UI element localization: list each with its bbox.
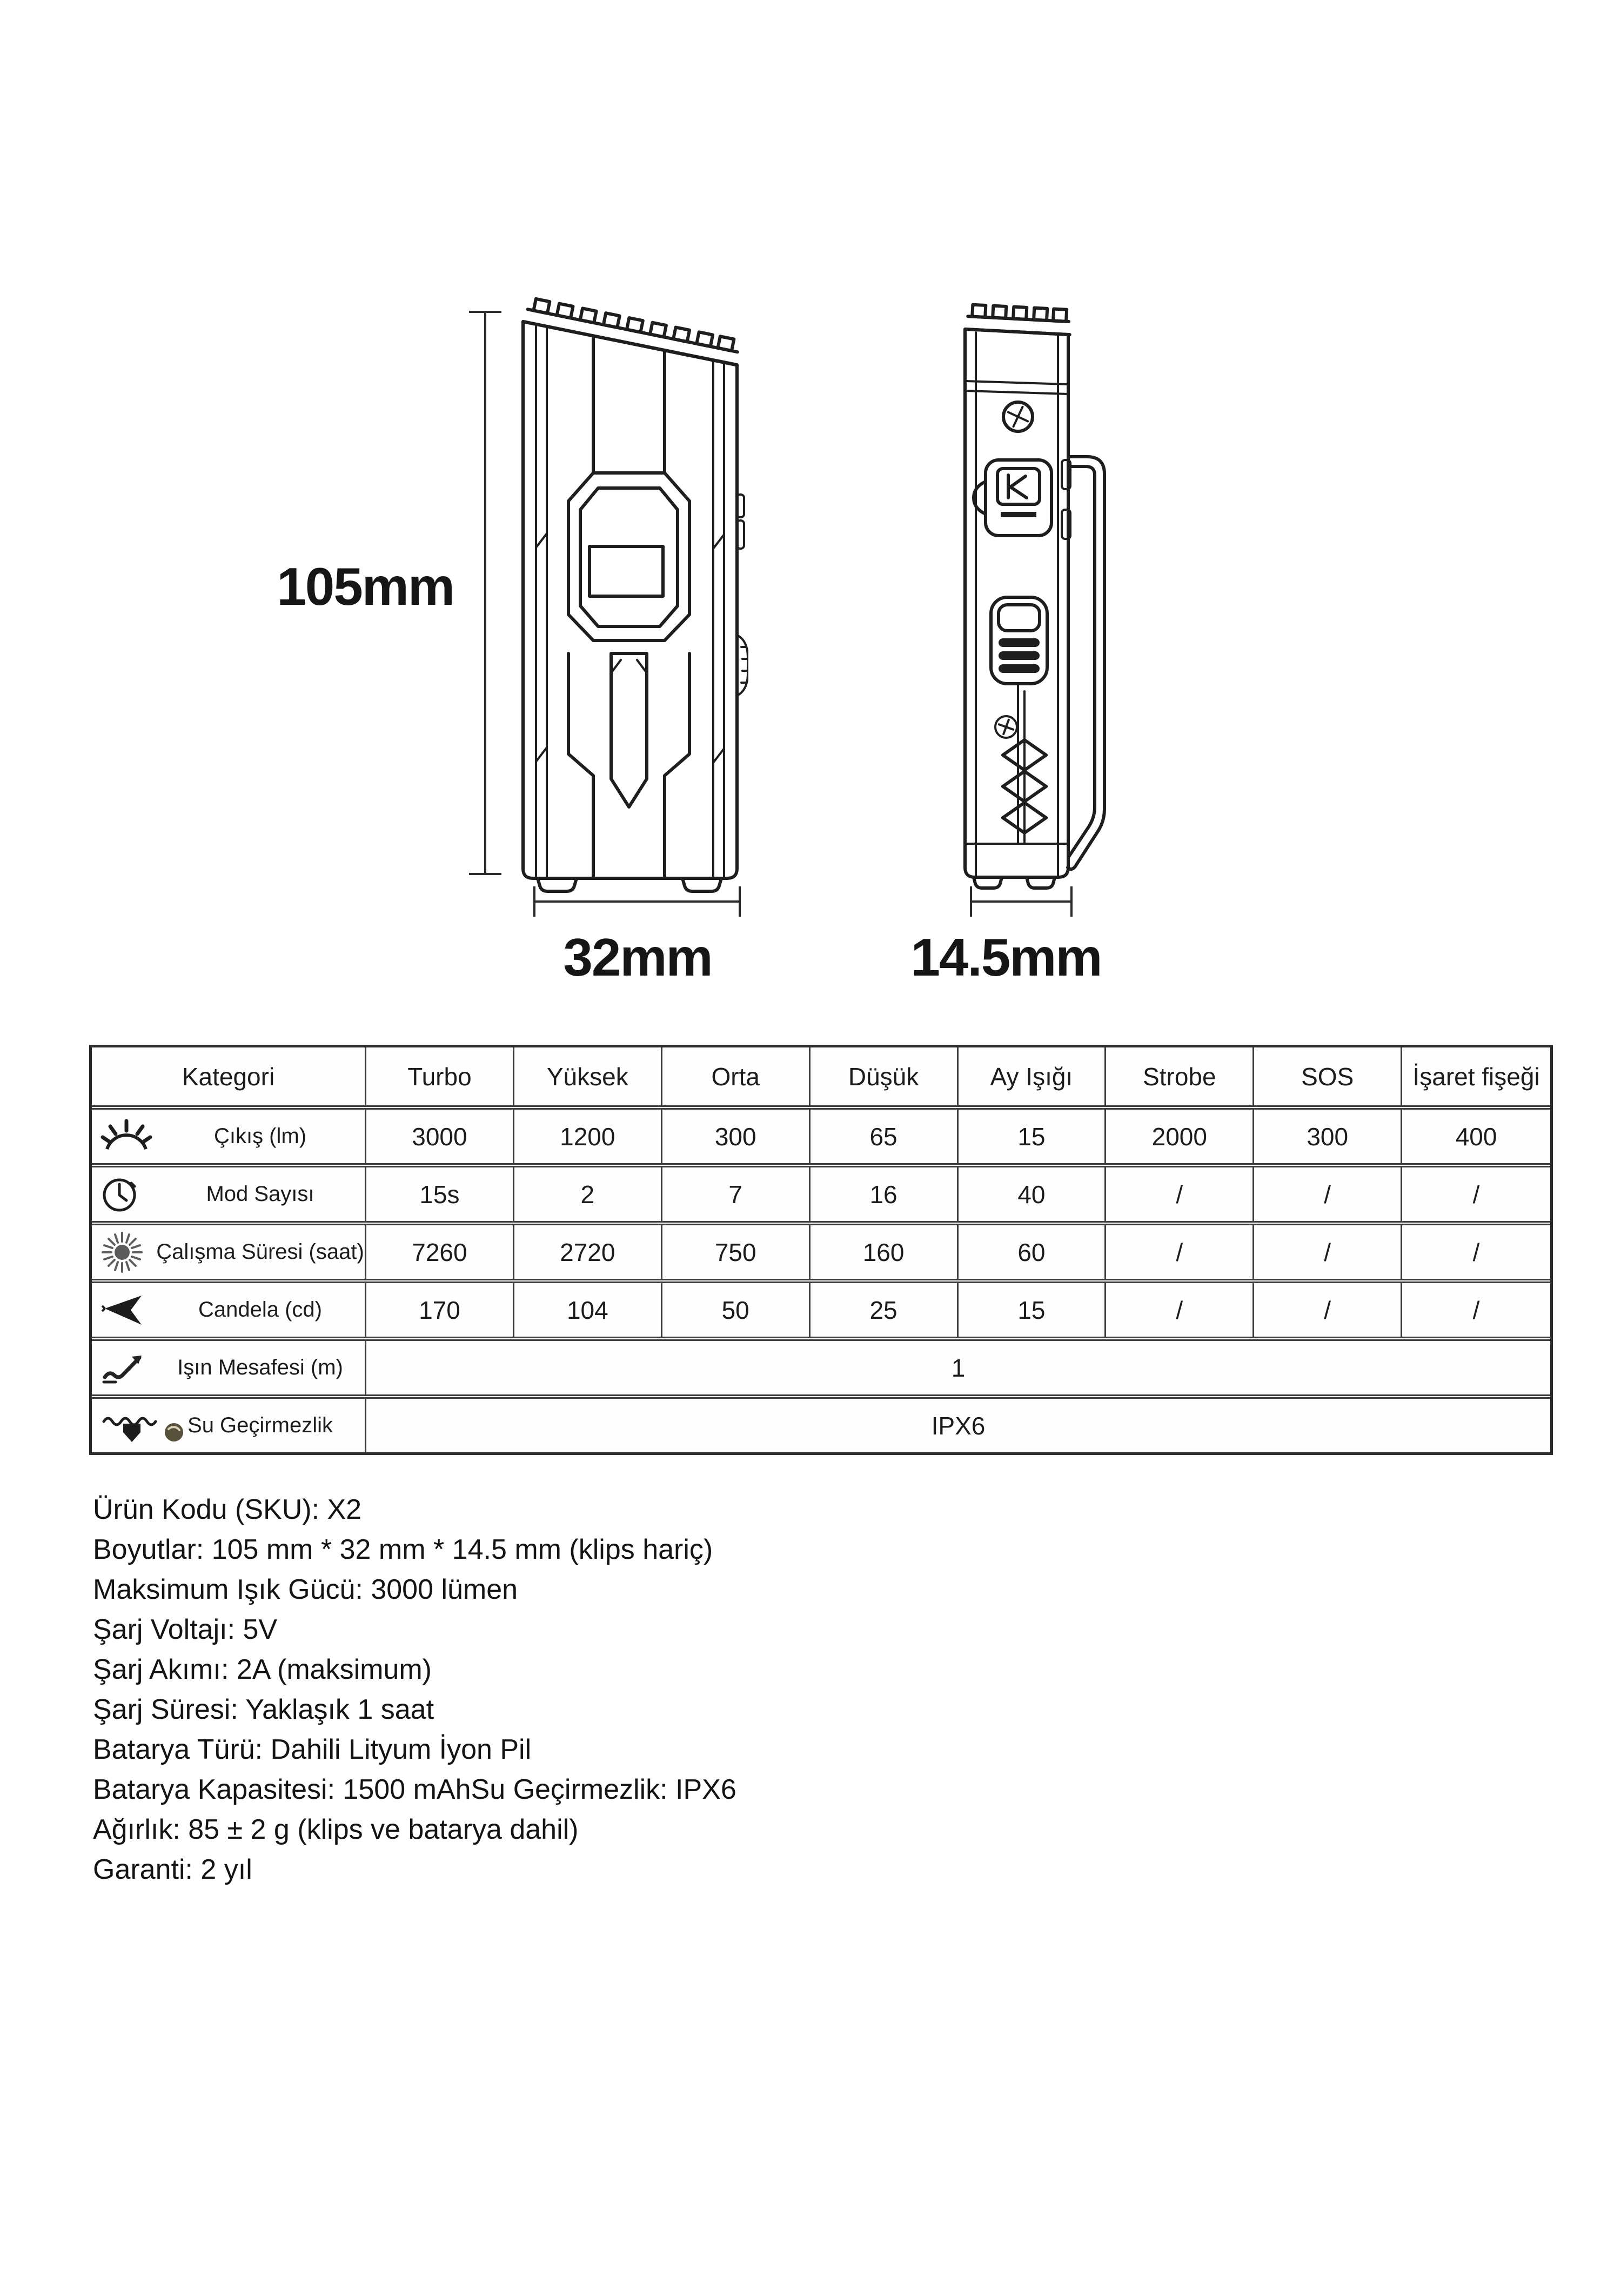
- value-cell: /: [1254, 1225, 1402, 1279]
- row-label-cell: [92, 1110, 366, 1163]
- row-label: Çıkış (lm): [213, 1124, 307, 1148]
- value-cell: /: [1254, 1283, 1402, 1337]
- value-cell: 7: [662, 1167, 810, 1221]
- value-cell: 65: [810, 1110, 959, 1163]
- spec-table-header-row: [92, 1047, 1550, 1110]
- detail-charge-time: Şarj Süresi: Yaklaşık 1 saat: [93, 1694, 434, 1725]
- value-cell: 60: [959, 1225, 1107, 1279]
- brightness-icon: [101, 1118, 152, 1156]
- header-cell-turbo: Turbo: [366, 1047, 514, 1105]
- table-row-mode-count: [92, 1167, 1550, 1225]
- value-cell: 300: [662, 1110, 810, 1163]
- table-row-runtime: [92, 1225, 1550, 1283]
- spec-table: [89, 1045, 1553, 1455]
- detail-charge-current: Şarj Akımı: 2A (maksimum): [93, 1654, 432, 1685]
- value-cell: 3000: [366, 1110, 514, 1163]
- table-row-beam-distance: [92, 1341, 1550, 1399]
- value-cell: 750: [662, 1225, 810, 1279]
- value-cell: 170: [366, 1283, 514, 1337]
- width-dimension-line: [534, 900, 740, 903]
- value-cell: 300: [1254, 1110, 1402, 1163]
- candela-icon: [101, 1293, 144, 1327]
- row-label: Mod Sayısı: [206, 1182, 314, 1206]
- product-details: [93, 1490, 1498, 1890]
- flashlight-side-view-drawing: [946, 295, 1129, 900]
- row-label: Çalışma Süresi (saat): [156, 1240, 364, 1264]
- value-cell: /: [1106, 1283, 1254, 1337]
- header-cell-kategori: Kategori: [92, 1047, 366, 1105]
- value-cell: 40: [959, 1167, 1107, 1221]
- header-cell-isaret-fisegi: İşaret fişeği: [1412, 1062, 1540, 1091]
- value-cell: /: [1106, 1167, 1254, 1221]
- value-cell: /: [1106, 1225, 1254, 1279]
- header-cell-sos: SOS: [1254, 1047, 1402, 1105]
- row-label: Candela (cd): [198, 1298, 322, 1321]
- runtime-icon: [101, 1231, 144, 1274]
- value-cell: 2000: [1106, 1110, 1254, 1163]
- value-cell: 2: [514, 1167, 662, 1221]
- row-label-cell: [92, 1225, 366, 1279]
- value-cell: 1200: [514, 1110, 662, 1163]
- row-label-cell: [92, 1283, 366, 1337]
- header-cell-strobe: Strobe: [1106, 1047, 1254, 1105]
- value-cell: 160: [810, 1225, 959, 1279]
- row-label-cell: [92, 1341, 366, 1394]
- height-dimension-label: 105mm: [277, 557, 454, 616]
- row-label: Işın Mesafesi (m): [177, 1356, 343, 1379]
- beam-distance-icon: [101, 1351, 146, 1385]
- clock-icon: [101, 1176, 138, 1213]
- value-cell: 104: [514, 1283, 662, 1337]
- depth-dimension-label: 14.5mm: [910, 927, 1102, 987]
- depth-dimension-line: [970, 900, 1072, 903]
- detail-battery-capacity: Batarya Kapasitesi: 1500 mAhSu Geçirmezlik: IPX6: [93, 1774, 736, 1805]
- detail-charge-voltage: Şarj Voltajı: 5V: [93, 1614, 278, 1645]
- merged-value-cell: IPX6: [931, 1411, 986, 1440]
- detail-battery-type: Batarya Türü: Dahili Lityum İyon Pil: [93, 1734, 532, 1765]
- value-cell: /: [1254, 1167, 1402, 1221]
- detail-dimensions: Boyutlar: 105 mm * 32 mm * 14.5 mm (klips hariç): [93, 1534, 713, 1565]
- detail-sku: Ürün Kodu (SKU): X2: [93, 1494, 362, 1525]
- merged-value-cell: 1: [951, 1353, 966, 1382]
- width-dimension-label: 32mm: [563, 927, 712, 987]
- header-cell-dusuk: Düşük: [810, 1047, 959, 1105]
- value-cell: 400: [1455, 1122, 1497, 1151]
- value-cell: 15s: [366, 1167, 514, 1221]
- row-label-cell: [92, 1399, 366, 1452]
- header-cell-ay-isigi: Ay Işığı: [959, 1047, 1107, 1105]
- value-cell: 16: [810, 1167, 959, 1221]
- header-cell-orta: Orta: [662, 1047, 810, 1105]
- value-cell: 15: [959, 1283, 1107, 1337]
- detail-warranty: Garanti: 2 yıl: [93, 1854, 252, 1885]
- value-cell: /: [1472, 1296, 1480, 1324]
- value-cell: 15: [959, 1110, 1107, 1163]
- row-label-cell: [92, 1167, 366, 1221]
- value-cell: 50: [662, 1283, 810, 1337]
- table-row-waterproof: [92, 1399, 1550, 1452]
- detail-weight: Ağırlık: 85 ± 2 g (klips ve batarya dahil): [93, 1814, 579, 1845]
- value-cell: /: [1472, 1238, 1480, 1266]
- height-dimension-line: [484, 311, 486, 875]
- table-row-output: [92, 1110, 1550, 1167]
- waterproof-icon: [101, 1406, 187, 1445]
- table-row-candela: [92, 1283, 1550, 1341]
- detail-max-output: Maksimum Işık Gücü: 3000 lümen: [93, 1574, 518, 1605]
- row-label: Su Geçirmezlik: [187, 1413, 333, 1437]
- value-cell: /: [1472, 1180, 1480, 1209]
- header-cell-yuksek: Yüksek: [514, 1047, 662, 1105]
- value-cell: 7260: [366, 1225, 514, 1279]
- value-cell: 2720: [514, 1225, 662, 1279]
- flashlight-front-view-drawing: [505, 295, 748, 900]
- value-cell: 25: [810, 1283, 959, 1337]
